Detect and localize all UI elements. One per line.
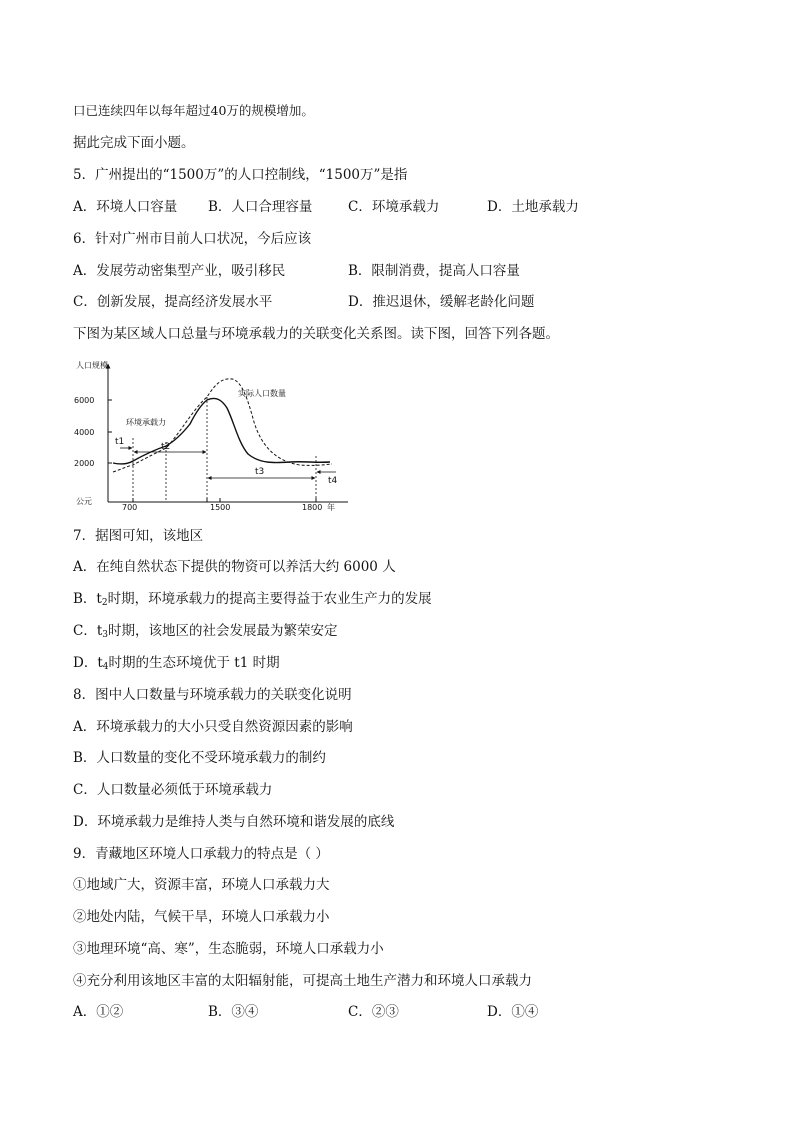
q9-option-b: B．③④	[208, 1004, 259, 1020]
q9-option-a: A．①②	[73, 1004, 124, 1020]
prompt-2: 下图为某区域人口总量与环境承载力的关联变化关系图。读下图，回答下列各题。	[73, 326, 559, 342]
q5-option-b: B．人口合理容量	[208, 199, 313, 215]
q9-statement-2: ②地处内陆，气候干旱，环境人口承载力小	[73, 909, 330, 925]
period-t3: t3	[255, 467, 265, 477]
y-axis-label: 人口规模	[76, 361, 108, 370]
period-t4: t4	[328, 476, 338, 486]
x-origin-label: 公元	[76, 497, 92, 506]
q6-option-d: D．推迟退休，缓解老龄化问题	[348, 294, 535, 310]
q9-option-d: D．①④	[487, 1004, 539, 1020]
q9-statement-1: ①地域广大，资源丰富，环境人口承载力大	[73, 877, 330, 893]
q7-option-a: A．在纯自然状态下提供的物资可以养活大约 6000 人	[73, 559, 396, 575]
q8-option-a: A．环境承载力的大小只受自然资源因素的影响	[73, 719, 353, 735]
q6-stem: 6．针对广州市目前人口状况，今后应该	[73, 231, 312, 247]
y-tick-4000: 4000	[74, 428, 95, 437]
q7-stem: 7．据图可知，该地区	[73, 528, 204, 544]
q8-stem: 8．图中人口数量与环境承载力的关联变化说明	[73, 687, 352, 703]
q7-option-c: C．$t_3$时期，该地区的社会发展最为繁荣安定	[73, 623, 338, 640]
x-tick-700: 700	[122, 503, 138, 512]
period-t2: t2	[161, 442, 171, 452]
q7-option-b: B．$t_2$时期，环境承载力的提高主要得益于农业生产力的发展	[73, 591, 432, 608]
q5-option-d: D．土地承载力	[487, 199, 579, 215]
q9-option-c: C．②③	[348, 1004, 399, 1020]
q8-option-d: D．环境承载力是维持人类与自然环境和谐发展的底线	[73, 814, 395, 830]
q9-stem: 9．青藏地区环境人口承载力的特点是（ ）	[73, 846, 329, 862]
q6-option-c: C．创新发展，提高经济发展水平	[73, 294, 273, 310]
x-tick-1500: 1500	[210, 503, 231, 512]
capacity-curve	[113, 398, 330, 464]
intro-tail: 口已连续四年以每年超过40万的规模增加。	[73, 103, 314, 118]
q5-stem: 5．广州提出的“1500万”的人口控制线，“1500万”是指	[73, 167, 408, 183]
x-unit: 年	[327, 503, 335, 512]
y-tick-2000: 2000	[74, 459, 95, 468]
capacity-curve-label: 环境承载力	[126, 418, 166, 427]
q8-option-b: B．人口数量的变化不受环境承载力的制约	[73, 750, 326, 766]
q7-option-d: D．$t_4$时期的生态环境优于 t1 时期	[73, 655, 280, 672]
y-tick-6000: 6000	[74, 396, 95, 405]
population-capacity-figure	[70, 352, 360, 512]
x-tick-1800: 1800	[302, 503, 323, 512]
q6-option-a: A．发展劳动密集型产业，吸引移民	[73, 263, 286, 279]
prompt-1: 据此完成下面小题。	[73, 135, 195, 151]
q6-option-b: B．限制消费，提高人口容量	[348, 263, 520, 279]
population-curve-label: 实际人口数量	[238, 389, 286, 398]
period-t1: t1	[115, 437, 125, 447]
q8-option-c: C．人口数量必须低于环境承载力	[73, 782, 273, 798]
q9-statement-3: ③地理环境“高、寒”，生态脆弱，环境人口承载力小	[73, 941, 384, 957]
q5-option-a: A．环境人口容量	[73, 199, 178, 215]
q9-statement-4: ④充分利用该地区丰富的太阳辐射能，可提高土地生产潜力和环境人口承载力	[73, 973, 532, 989]
q5-option-c: C．环境承载力	[348, 199, 440, 215]
